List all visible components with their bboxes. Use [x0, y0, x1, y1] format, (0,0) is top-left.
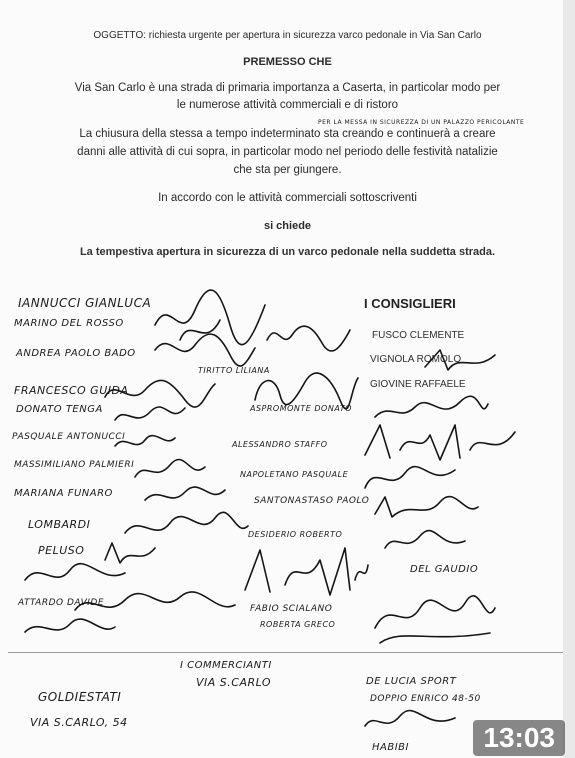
accordo-line: In accordo con le attività commerciali sottoscriventi — [158, 192, 417, 204]
handwritten-annotation: PER LA MESSA IN SICUREZZA DI UN PALAZZO PERICOLANTE — [318, 119, 525, 126]
signature-scribble — [110, 400, 190, 430]
shop-name: DOPPIO ENRICO 48-50 — [370, 694, 481, 704]
signature-scribble — [100, 538, 160, 568]
handwritten-name: MARIANA FUNARO — [14, 488, 113, 499]
handwritten-name: IANNUCCI GIANLUCA — [18, 296, 152, 310]
si-chiede-heading: si chiede — [263, 220, 312, 232]
handwritten-name: ATTARDO DAVIDE — [18, 598, 105, 608]
signature-scribble — [150, 330, 260, 370]
paragraph-1-line-2: le numerose attività commerciali e di ristoro — [176, 99, 399, 111]
shop-address: VIA S.CARLO, 54 — [30, 716, 128, 729]
signature-scribble — [250, 370, 360, 410]
signature-scribble — [370, 588, 500, 648]
consiglieri-heading: I CONSIGLIERI — [364, 296, 456, 311]
handwritten-name: MASSIMILIANO PALMIERI — [14, 460, 135, 470]
handwritten-name: LOMBARDI — [28, 518, 91, 531]
premesso-heading: PREMESSO CHE — [243, 56, 332, 68]
handwritten-name: PELUSO — [38, 544, 85, 557]
handwritten-name: NAPOLETANO PASQUALE — [240, 470, 349, 479]
handwritten-name: ASPROMONTE DONATO — [250, 404, 352, 413]
consigliere-name: FUSCO CLEMENTE — [372, 330, 465, 341]
signature-scribble — [262, 315, 352, 355]
handwritten-name: FABIO SCIALANO — [250, 604, 333, 614]
handwritten-name: TIRITTO LILIANA — [198, 366, 270, 375]
consigliere-name: VIGNOLA ROMOLO — [370, 354, 462, 365]
signature-scribble — [380, 526, 470, 556]
paragraph-2-line-3: che sta per giungere. — [233, 164, 342, 176]
section-divider — [8, 652, 567, 653]
commercianti-street: VIA S.CARLO — [196, 676, 272, 689]
shop-name: GOLDIESTATI — [38, 690, 122, 704]
commercianti-heading: I COMMERCIANTI — [180, 660, 272, 671]
handwritten-name: DESIDERIO ROBERTO — [248, 530, 343, 539]
consigliere-name: GIOVINE RAFFAELE — [370, 379, 466, 390]
handwritten-name: SANTONASTASO PAOLO — [254, 496, 370, 506]
handwritten-name: MARINO DEL ROSSO — [14, 318, 124, 329]
signature-scribble — [420, 345, 500, 375]
page-edge — [563, 0, 575, 758]
handwritten-name: ROBERTA GRECO — [260, 620, 336, 629]
handwritten-name: DEL GAUDIO — [410, 564, 479, 575]
video-timestamp: 13:03 — [473, 720, 565, 756]
shop-name: HABIBI — [372, 742, 409, 753]
paragraph-2-line-2: danni alle attività di cui sopra, in particolar modo nel periodo delle festività natalizie — [77, 146, 498, 158]
handwritten-name: PASQUALE ANTONUCCI — [12, 432, 126, 442]
signature-scribble — [240, 540, 370, 600]
paragraph-2-line-1: La chiusura della stessa a tempo indeterminato sta creando e continuerà a creare — [79, 128, 496, 140]
handwritten-name: ANDREA PAOLO BADO — [16, 348, 136, 359]
request-line: La tempestiva apertura in sicurezza di un varco pedonale nella suddetta strada. — [79, 246, 496, 258]
paragraph-1-line-1: Via San Carlo è una strada di primaria importanza a Caserta, in particolar modo per — [74, 82, 501, 94]
shop-name: DE LUCIA SPORT — [366, 676, 457, 687]
signature-scribble — [370, 492, 480, 522]
signature-scribble — [110, 428, 180, 458]
handwritten-name: ALESSANDRO STAFFO — [232, 440, 328, 449]
signature-scribble — [20, 612, 120, 642]
handwritten-name: DONATO TENGA — [16, 404, 103, 415]
handwritten-name: FRANCESCO GUIDA — [14, 384, 129, 397]
oggetto-line: OGGETTO: richiesta urgente per apertura in sicurezza varco pedonale in Via San Carlo — [93, 30, 482, 41]
signature-scribble — [140, 480, 230, 510]
signature-scribble — [360, 706, 460, 736]
